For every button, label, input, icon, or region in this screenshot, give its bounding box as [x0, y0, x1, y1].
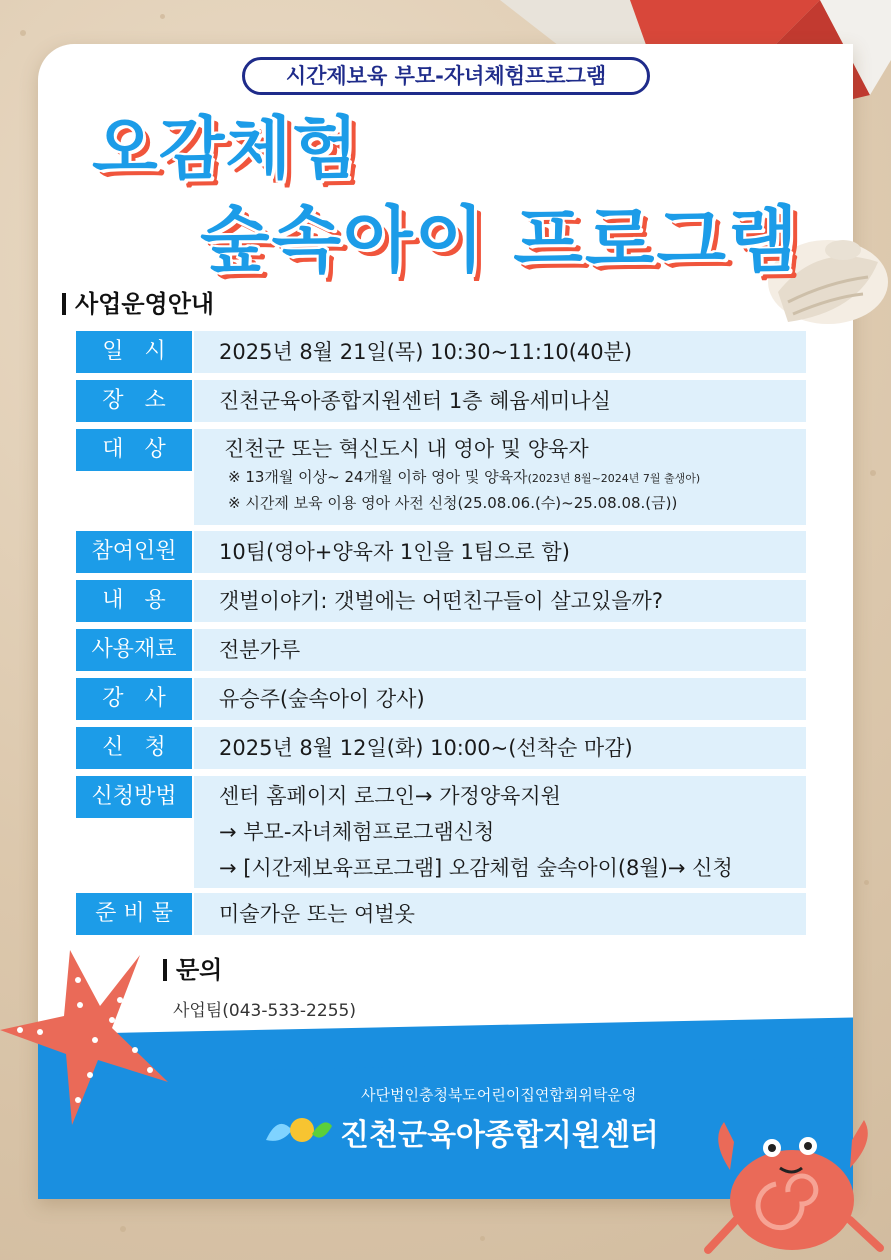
section-heading — [62, 284, 214, 319]
main-title-line2: 숲속아이 프로그램 — [200, 198, 800, 282]
row-value-block — [194, 429, 806, 525]
row-value: 진천군 또는 혁신도시 내 영아 및 양육자 — [224, 437, 589, 461]
sand-speck — [480, 1236, 485, 1241]
operator-text: 사단법인충청북도어린이집연합회위탁운영 — [361, 1086, 637, 1104]
apply-step-3: → [시간제보육프로그램] 오감체험 숲속아이(8월)→ 신청 — [219, 856, 733, 880]
row-value: 진천군육아종합지원센터 1층 혜윰세미나실 — [194, 380, 806, 422]
crab-icon — [700, 1110, 891, 1260]
row-value-block — [194, 776, 806, 888]
sand-speck — [20, 30, 26, 36]
row-label: 준 비 물 — [76, 893, 192, 935]
row-value: 갯벌이야기: 갯벌에는 어떤친구들이 살고있을까? — [194, 580, 806, 622]
starfish-icon — [0, 950, 175, 1130]
sand-speck — [120, 1226, 126, 1232]
row-value: 10팀(영아+양육자 1인을 1팀으로 함) — [194, 531, 806, 573]
row-label: 사용재료 — [76, 629, 192, 671]
row-label: 대 상 — [76, 429, 192, 471]
sand-speck — [864, 880, 869, 885]
row-label: 신 청 — [76, 727, 192, 769]
center-logo-icon — [262, 1110, 334, 1150]
target-note-1 — [224, 465, 806, 491]
row-label: 일 시 — [76, 331, 192, 373]
program-type-text: 시간제보육 부모-자녀체험프로그램 — [285, 64, 607, 88]
row-value: 유승주(숲속아이 강사) — [194, 678, 806, 720]
note-text: ※ 13개월 이상~ 24개월 이하 영아 및 양육자 — [228, 468, 528, 486]
main-title-line1: 오감체험 — [92, 110, 359, 189]
row-value: 2025년 8월 21일(목) 10:30~11:10(40분) — [194, 331, 806, 373]
row-label: 참여인원 — [76, 531, 192, 573]
heading-bar — [62, 293, 66, 315]
center-logo — [262, 1110, 334, 1150]
row-value: 미술가운 또는 여벌옷 — [194, 893, 806, 935]
inquiry-contact: 사업팀(043-533-2255) — [173, 1001, 356, 1021]
row-value: 전분가루 — [194, 629, 806, 671]
note-birth-range: (2023년 8월~2024년 7월 출생아) — [527, 472, 701, 485]
sand-speck — [160, 14, 165, 19]
inquiry-heading-text: 문의 — [176, 956, 223, 984]
apply-step-2: → 부모-자녀체험프로그램신청 — [219, 820, 495, 844]
section-heading-text: 사업운영안내 — [75, 290, 215, 318]
row-label: 장 소 — [76, 380, 192, 422]
row-label: 신청방법 — [76, 776, 192, 818]
program-type-badge — [242, 57, 650, 95]
sand-speck — [870, 470, 876, 476]
center-name: 진천군육아종합지원센터 — [340, 1118, 659, 1153]
row-label: 강 사 — [76, 678, 192, 720]
apply-step-1: 센터 홈페이지 로그인→ 가정양육지원 — [219, 784, 561, 808]
target-note-2: ※ 시간제 보육 이용 영아 사전 신청(25.08.06.(수)~25.08.08.(금)) — [228, 494, 678, 512]
row-label: 내 용 — [76, 580, 192, 622]
row-value: 2025년 8월 12일(화) 10:00~(선착순 마감) — [194, 727, 806, 769]
